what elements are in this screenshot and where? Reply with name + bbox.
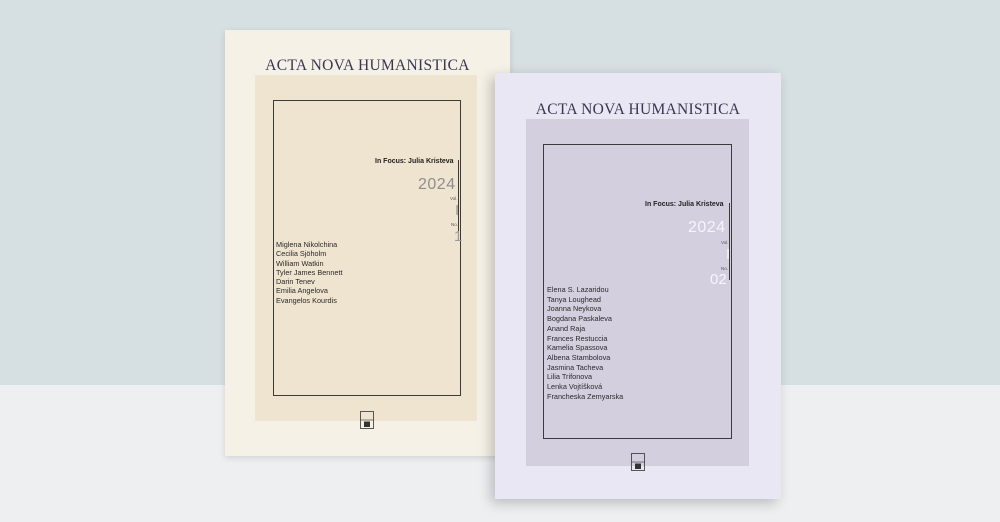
- issue-year: 2024: [418, 176, 456, 193]
- author-name: William Watkin: [276, 258, 324, 268]
- divider-line: [729, 203, 730, 280]
- issue-number-label: No.: [721, 266, 729, 271]
- issue-year: 2024: [688, 219, 726, 236]
- volume-label: Vol.: [450, 196, 458, 201]
- volume-number: I: [726, 246, 731, 263]
- divider-line: [458, 160, 459, 237]
- author-name: Bogdana Paskaleva: [547, 314, 612, 324]
- author-name: Kamelia Spassova: [547, 343, 608, 353]
- publisher-logo: [631, 453, 645, 471]
- issue-number: 02: [710, 271, 727, 288]
- volume-number: I: [455, 202, 460, 219]
- publisher-logo: [360, 411, 374, 429]
- journal-cover-vol1-no2: [495, 73, 781, 499]
- issue-number-label: No.: [451, 222, 459, 227]
- author-name: Anand Raja: [547, 323, 586, 333]
- author-name: Elena S. Lazaridou: [547, 285, 609, 294]
- volume-label: Vol.: [721, 240, 729, 245]
- author-name: Cecilia Sjöholm: [276, 249, 327, 259]
- focus-heading: In Focus: Julia Kristeva: [375, 158, 454, 165]
- issue-number: 1: [454, 228, 463, 245]
- author-name: Miglena Nikolchina: [276, 240, 338, 249]
- journal-title: ACTA NOVA HUMANISTICA: [265, 57, 470, 74]
- author-list: [276, 240, 343, 305]
- journal-title: ACTA NOVA HUMANISTICA: [535, 101, 741, 118]
- author-name: Lilia Trifonova: [547, 372, 593, 382]
- author-name: Joanna Neykova: [547, 304, 602, 314]
- author-name: Darin Tenev: [276, 277, 315, 287]
- author-name: Tanya Loughead: [547, 294, 601, 304]
- author-name: Lenka Vojtíšková: [547, 382, 603, 392]
- author-list: [547, 285, 623, 401]
- journal-cover-vol1-no1: [225, 30, 510, 456]
- author-name: Tyler James Bennett: [276, 267, 343, 277]
- author-name: Francheska Zemyarska: [547, 391, 624, 401]
- author-name: Emilia Angelova: [276, 286, 328, 296]
- author-name: Jasmina Tacheva: [547, 362, 604, 372]
- author-name: Evangelos Kourdis: [276, 295, 337, 305]
- author-name: Albena Stambolova: [547, 352, 611, 362]
- focus-heading: In Focus: Julia Kristeva: [645, 201, 724, 208]
- author-name: Frances Restuccia: [547, 333, 608, 343]
